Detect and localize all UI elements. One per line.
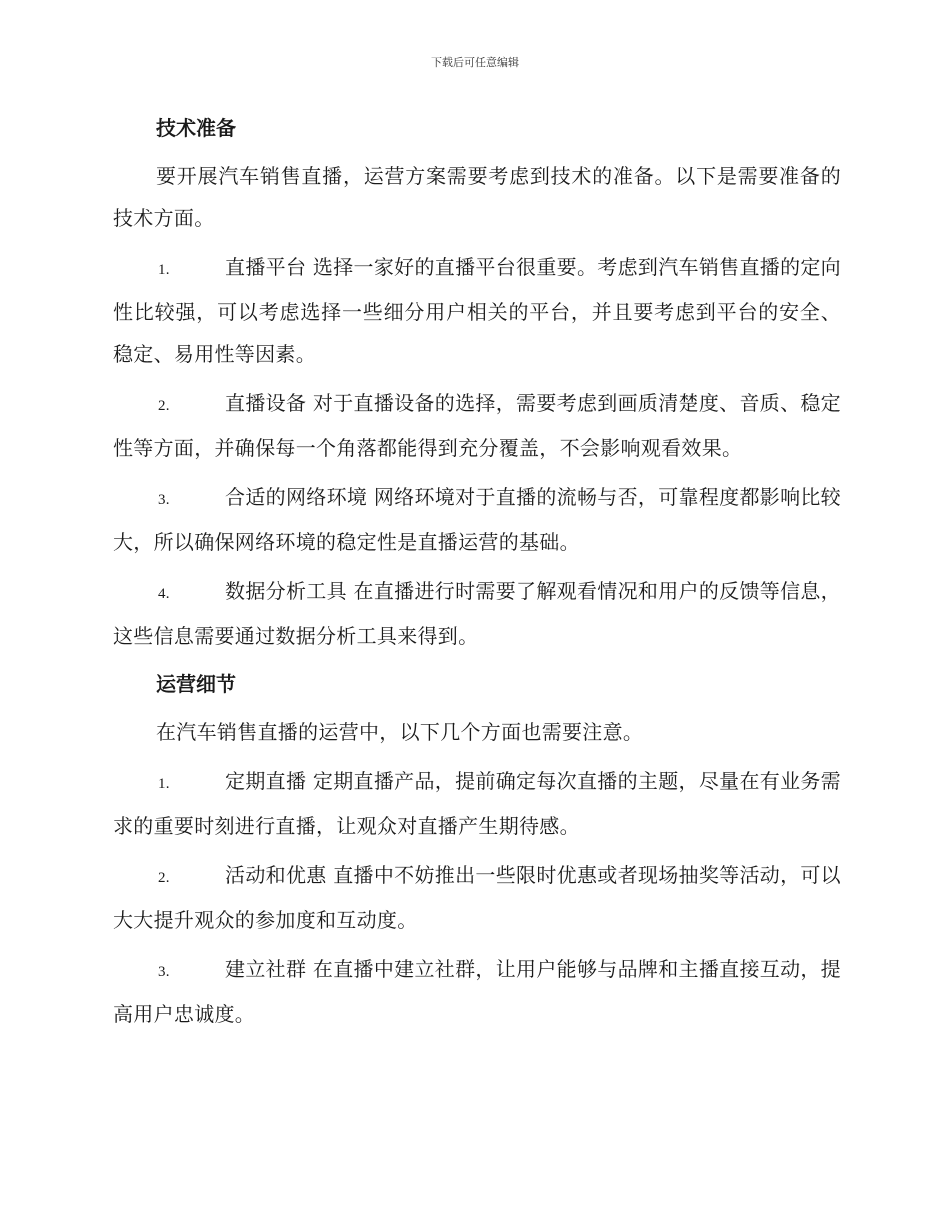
list-item (113, 382, 841, 469)
document-body (113, 108, 841, 1042)
list-item-number: 1. (158, 776, 170, 792)
list-item (113, 570, 841, 657)
list-item (113, 948, 841, 1035)
section-intro: 在汽车销售直播的运营中，以下几个方面也需要注意。 (156, 720, 644, 744)
list-item-text: 直播平台 选择一家好的直播平台很重要。考虑到汽车销售直播的定向性比较强，可以考虑选择一些细分用户相关的平台，并且要考虑到平台的安全、稳定、易用性等因素。 (113, 255, 841, 366)
list-item-number: 3. (158, 492, 170, 508)
list-item-text: 定期直播 定期直播产品，提前确定每次直播的主题，尽量在有业务需求的重要时刻进行直播，让观众对直播产生期待感。 (113, 769, 841, 838)
list-item (113, 760, 841, 847)
list-item (113, 246, 841, 375)
section-tech-prep (113, 108, 841, 657)
section-operation-details (113, 664, 841, 1035)
list-item-text: 合适的网络环境 网络环境对于直播的流畅与否，可靠程度都影响比较大，所以确保网络环境的稳定性是直播运营的基础。 (113, 485, 841, 554)
header-note: 下载后可任意编辑 (431, 56, 519, 69)
section-heading: 运营细节 (156, 672, 236, 696)
list-item-number: 2. (158, 398, 170, 414)
list-item (113, 854, 841, 941)
list-item-number: 1. (158, 262, 170, 278)
list-item-text: 直播设备 对于直播设备的选择，需要考虑到画质清楚度、音质、稳定性等方面，并确保每一个角落都能得到充分覆盖，不会影响观看效果。 (113, 391, 841, 460)
section-heading: 技术准备 (156, 116, 236, 140)
list-item (113, 476, 841, 563)
list-item-number: 4. (158, 586, 170, 602)
list-item-number: 2. (158, 870, 170, 886)
list-item-text: 数据分析工具 在直播进行时需要了解观看情况和用户的反馈等信息，这些信息需要通过数据分析工具来得到。 (113, 579, 841, 648)
list-item-text: 建立社群 在直播中建立社群，让用户能够与品牌和主播直接互动，提高用户忠诚度。 (113, 957, 841, 1026)
section-intro: 要开展汽车销售直播，运营方案需要考虑到技术的准备。以下是需要准备的技术方面。 (113, 164, 841, 230)
list-item-number: 3. (158, 964, 170, 980)
list-item-text: 活动和优惠 直播中不妨推出一些限时优惠或者现场抽奖等活动，可以大大提升观众的参加度和互动度。 (113, 863, 841, 932)
